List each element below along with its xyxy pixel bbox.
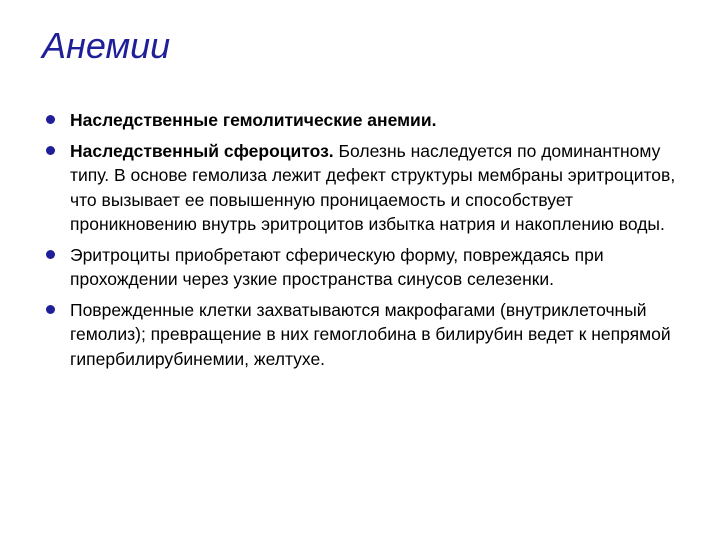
list-item bbox=[42, 108, 692, 133]
bullet-bold-text: Наследственные гемолитические анемии. bbox=[70, 110, 437, 130]
bullet-text: Эритроциты приобретают сферическую форму, повреждаясь при прохождении через узкие пространства синусов селезенки. bbox=[70, 244, 604, 289]
list-item bbox=[42, 298, 692, 372]
list-item bbox=[42, 139, 692, 237]
slide-title: Анемии bbox=[42, 25, 171, 66]
bullet-bold-text: Наследственный сфероцитоз. bbox=[70, 140, 334, 161]
bullet-text: Болезнь наследуется по доминантному типу. В основе гемолиза лежит дефект структуры мембраны эритроцитов, что вызывает ее повышенную проницаемость и способствует проникновению внутрь эритроцитов избытка натрия и накоплению воды. bbox=[70, 140, 676, 234]
bullet-text: Поврежденные клетки захватываются макрофагами (внутриклеточный гемолиз); превращение в них гемоглобина в билирубин ведет к непрямой гипербилирубинемии, желтухе. bbox=[70, 299, 671, 369]
bullet-dot-icon bbox=[46, 115, 55, 124]
bullet-dot-icon bbox=[46, 305, 55, 314]
bullet-dot-icon bbox=[46, 146, 55, 155]
bullet-dot-icon bbox=[46, 250, 55, 259]
list-item bbox=[42, 243, 692, 292]
bullet-list bbox=[42, 108, 692, 377]
